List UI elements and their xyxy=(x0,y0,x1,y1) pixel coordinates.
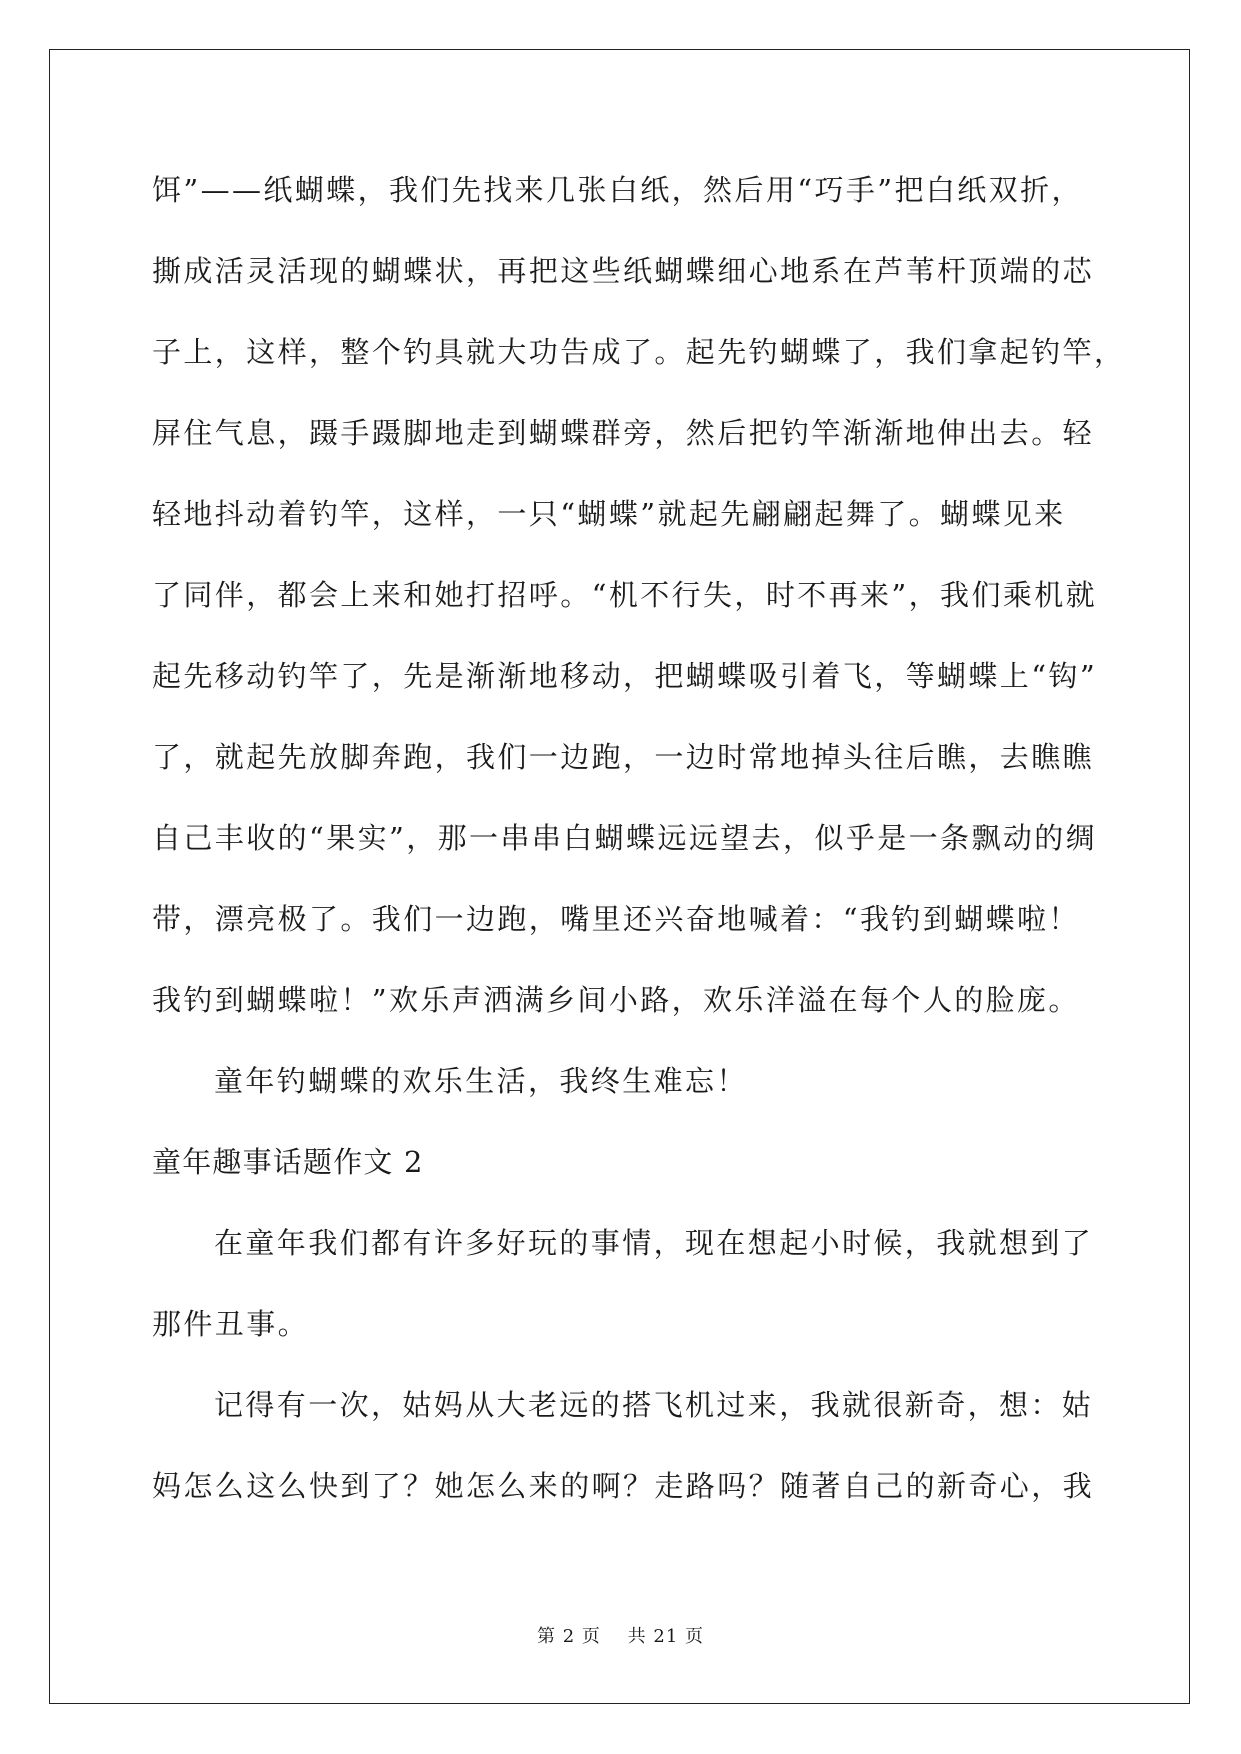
text-line: 子上，这样，整个钓具就大功告成了。起先钓蝴蝶了，我们拿起钓竿， xyxy=(152,335,1126,369)
text-line: 了，就起先放脚奔跑，我们一边跑，一边时常地掉头往后瞧，去瞧瞧 xyxy=(152,740,1095,774)
text-line: 轻地抖动着钓竿，这样，一只“蝴蝶”就起先翩翩起舞了。蝴蝶见来 xyxy=(152,497,1066,531)
page-number: 第 2 页 xyxy=(537,1626,601,1647)
text-line: 了同伴，都会上来和她打招呼。“机不行失，时不再来”，我们乘机就 xyxy=(152,578,1098,612)
paragraph-start-line: 在童年我们都有许多好玩的事情，现在想起小时候，我就想到了 xyxy=(214,1226,1094,1260)
paragraph-start-line: 童年钓蝴蝶的欢乐生活，我终生难忘！ xyxy=(214,1064,748,1098)
document-body xyxy=(152,158,1126,1535)
section-heading: 童年趣事话题作文 2 xyxy=(152,1145,424,1179)
text-line: 饵”——纸蝴蝶，我们先找来几张白纸，然后用“巧手”把白纸双折， xyxy=(152,173,1083,207)
total-pages: 共 21 页 xyxy=(627,1626,704,1647)
text-line: 起先移动钓竿了，先是渐渐地移动，把蝴蝶吸引着飞，等蝴蝶上“钩” xyxy=(152,659,1098,693)
text-line: 妈怎么这么快到了？她怎么来的啊？走路吗？随著自己的新奇心，我 xyxy=(152,1469,1095,1503)
page-footer xyxy=(0,1622,1241,1648)
text-line: 那件丑事。 xyxy=(152,1307,310,1341)
text-line: 自己丰收的“果实”，那一串串白蝴蝶远远望去，似乎是一条飘动的绸 xyxy=(152,821,1098,855)
text-line: 撕成活灵活现的蝴蝶状，再把这些纸蝴蝶细心地系在芦苇杆顶端的芯 xyxy=(152,254,1095,288)
text-line: 带，漂亮极了。我们一边跑，嘴里还兴奋地喊着：“我钓到蝴蝶啦！ xyxy=(152,902,1080,936)
text-line: 我钓到蝴蝶啦！”欢乐声洒满乡间小路，欢乐洋溢在每个人的脸庞。 xyxy=(152,983,1080,1017)
paragraph-start-line: 记得有一次，姑妈从大老远的搭飞机过来，我就很新奇，想：姑 xyxy=(214,1388,1094,1422)
text-line: 屏住气息，蹑手蹑脚地走到蝴蝶群旁，然后把钓竿渐渐地伸出去。轻 xyxy=(152,416,1095,450)
